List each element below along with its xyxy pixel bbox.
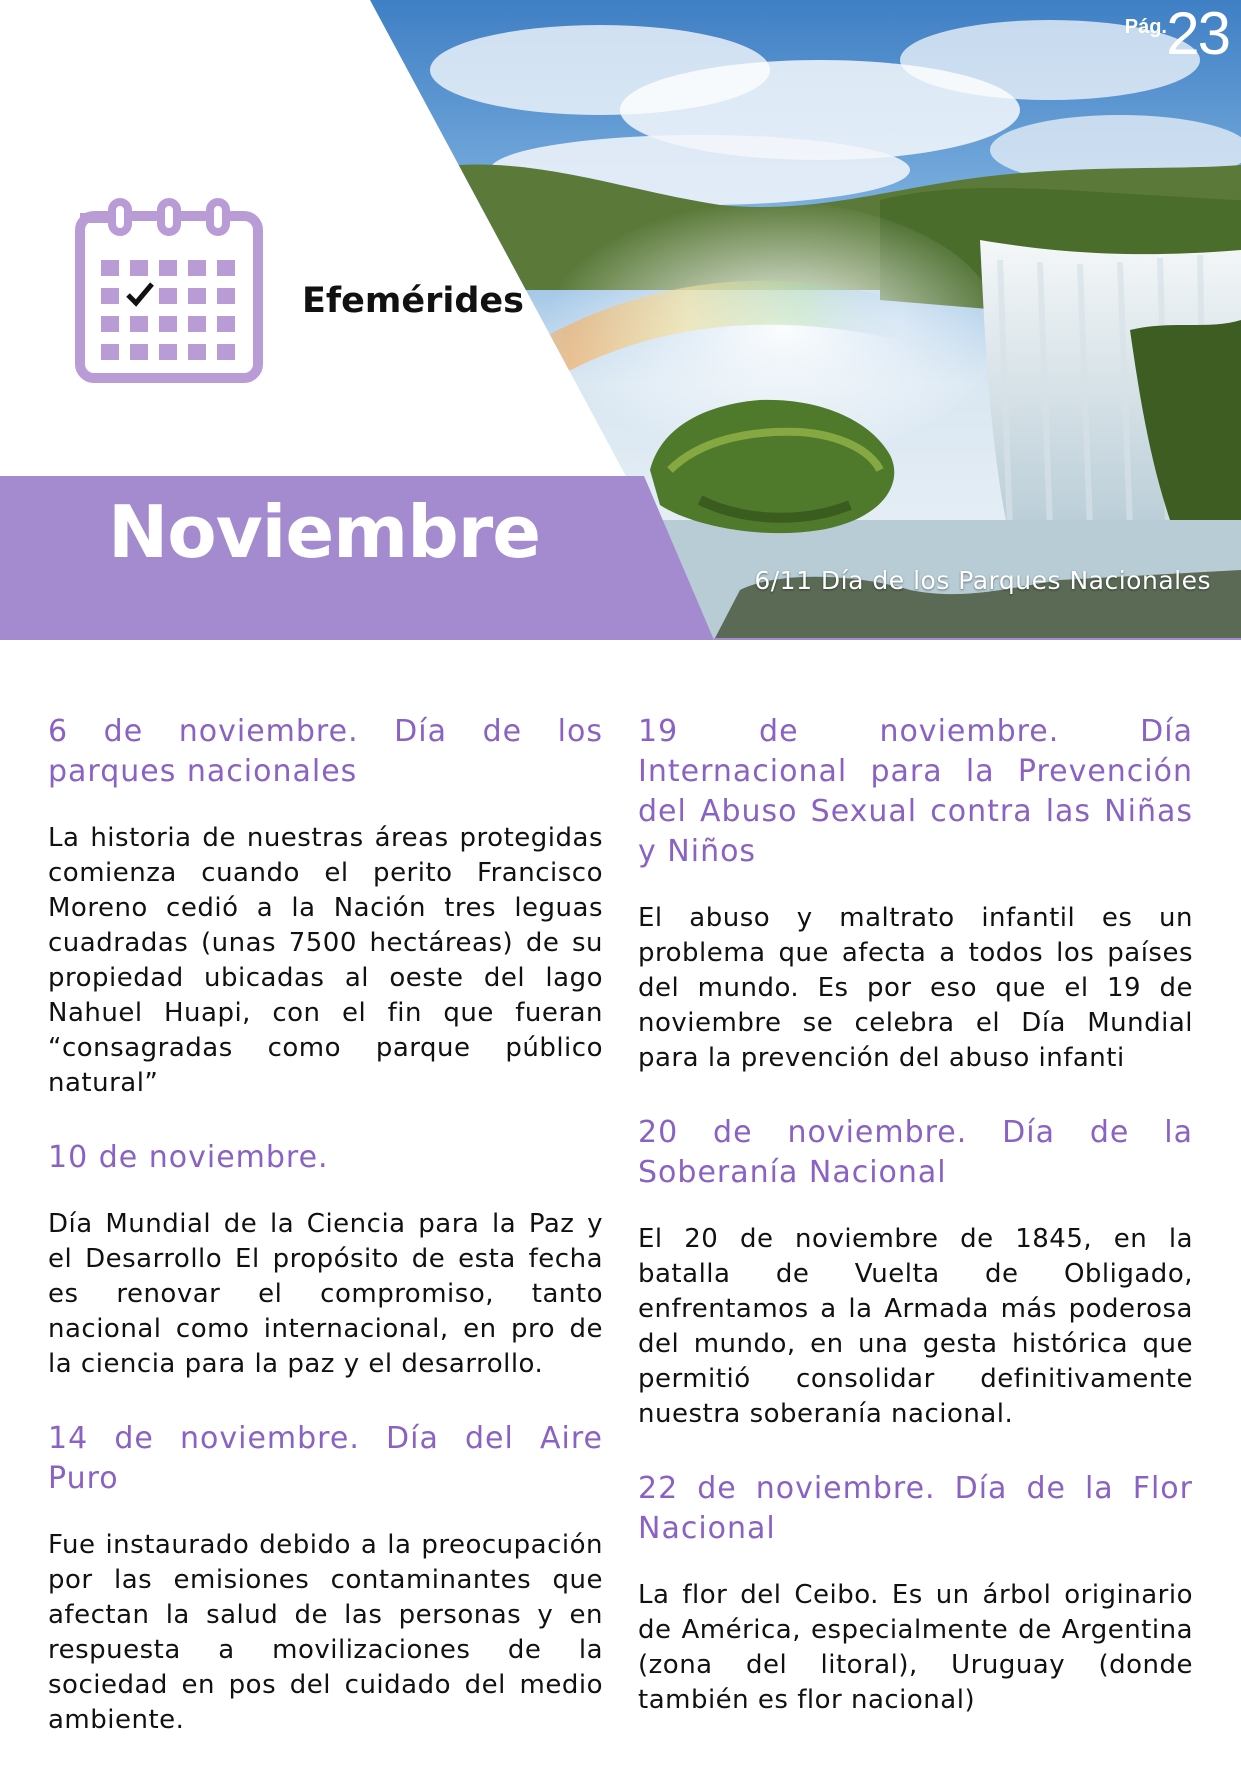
entry-title: 10 de noviembre. [48, 1140, 329, 1175]
section-label: Efemérides [302, 281, 524, 321]
entry-body: La historia de nuestras áreas protegidas comienza cuando el perito Francisco Moreno cedió a la Nación tres leguas cuadradas (unas 7500 hectáreas) de su propiedad ubicadas al oeste del lago Nahuel Huapi, con el fin que fueran “consagradas como parque público natural” [48, 823, 603, 1098]
entry [638, 1113, 1193, 1432]
entry-body: El 20 de noviembre de 1845, en la batalla de Vuelta de Obligado, enfrentamos a la Armada más poderosa del mundo, en una gesta histórica que permitió consolidar definitivamente nuestra soberanía nacional. [638, 1224, 1193, 1429]
entry [638, 712, 1193, 1076]
entry-body: Fue instaurado debido a la preocupación por las emisiones contaminantes que afectan la salud de las personas y en respuesta a movilizaciones de la sociedad en pos del cuidado del medio ambiente. [48, 1530, 603, 1735]
entry-title: 19 de noviembre. Día Internacional para la Prevención del Abuso Sexual contra las Niñas y Niños [638, 714, 1193, 869]
entry [638, 1469, 1193, 1718]
entry [48, 712, 603, 1101]
entry-body: Día Mundial de la Ciencia para la Paz y el Desarrollo El propósito de esta fecha es renovar el compromiso, tanto nacional como internacional, en pro de la ciencia para la paz y el desarrollo. [48, 1209, 603, 1379]
right-column [638, 712, 1193, 1755]
entry-title: 22 de noviembre. Día de la Flor Nacional [638, 1471, 1193, 1546]
header-hero [0, 0, 1241, 640]
entry [48, 1419, 603, 1738]
entry [48, 1138, 603, 1382]
entry-body: El abuso y maltrato infantil es un problema que afecta a todos los países del mundo. Es por eso que el 19 de noviembre se celebra el Día Mundial para la prevención del abuso infanti [638, 903, 1193, 1073]
photo-caption: 6/11 Día de los Parques Nacionales [754, 566, 1211, 595]
calendar-icon [74, 198, 264, 384]
page-number: 23 [1166, 0, 1229, 67]
month-title: Noviembre [108, 490, 541, 574]
left-column [48, 712, 603, 1775]
entry-title: 14 de noviembre. Día del Aire Puro [48, 1421, 603, 1496]
entry-title: 20 de noviembre. Día de la Soberanía Nacional [638, 1115, 1193, 1190]
page-label: Pág. [1124, 16, 1167, 38]
entry-body: La flor del Ceibo. Es un árbol originario de América, especialmente de Argentina (zona del litoral), Uruguay (donde también es flor nacional) [638, 1580, 1193, 1715]
entry-title: 6 de noviembre. Día de los parques nacionales [48, 714, 603, 789]
